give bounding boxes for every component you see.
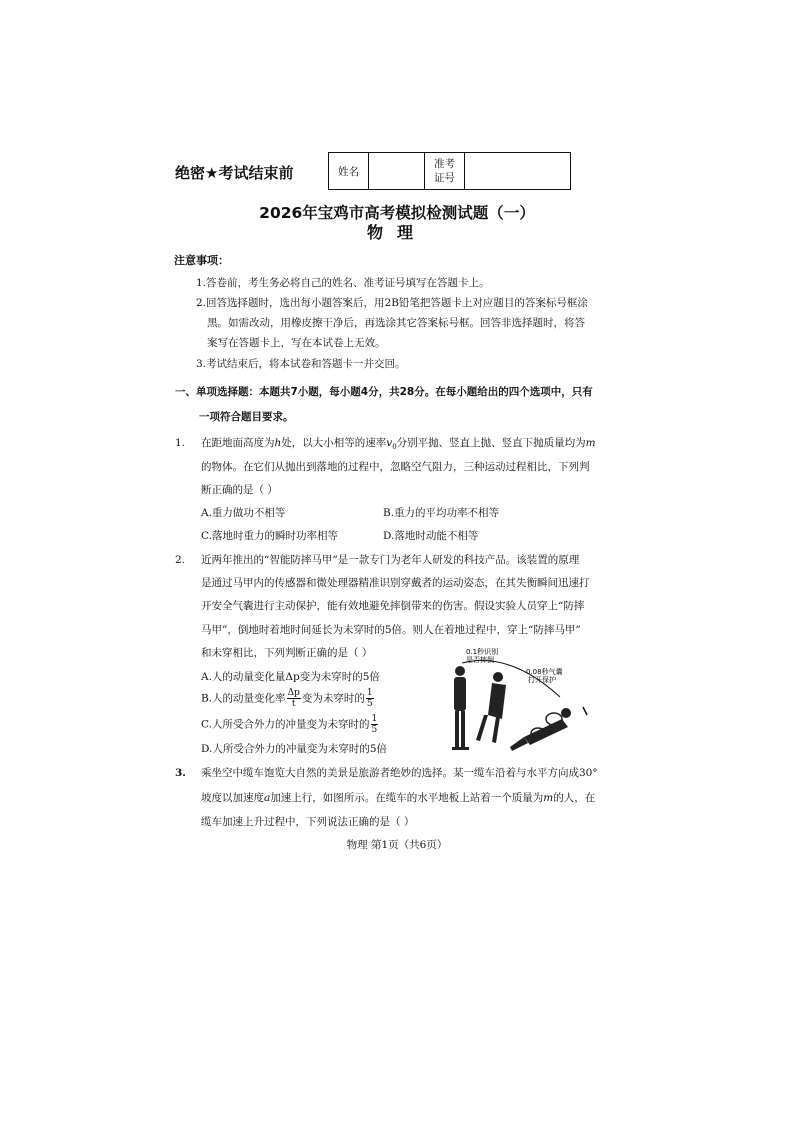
note-2-line3: 案写在答题卡上，写在本试卷上无效。	[207, 337, 386, 349]
notes-heading: 注意事项：	[174, 254, 229, 267]
fig-label-2b: 打开保护	[528, 676, 556, 684]
candidate-info-box	[328, 152, 571, 190]
confidential-label: 绝密★考试结束前	[175, 164, 294, 182]
q1-option-c: C.落地时重力的瞬时功率相等	[201, 530, 338, 542]
q2-option-b: B.人的动量变化率 $\frac{\Delta p}{t}$ 变为未穿时的 $\frac{1}{5}$	[201, 688, 373, 709]
fig-label-1b: 是否摔倒	[466, 656, 494, 664]
name-label: 姓名	[329, 153, 369, 189]
fall-protection-figure	[440, 645, 600, 757]
q1-line2: 的物体。在它们从抛出到落地的过程中，忽略空气阻力，三种运动过程相比，下列判	[201, 461, 590, 473]
lying-person-icon	[510, 708, 571, 751]
exam-number-label-line1: 准考	[434, 158, 455, 170]
q2-number: 2.	[175, 554, 186, 566]
q2-line4: 马甲”，倒地时着地时间延长为未穿时的5倍。则人在着地过程中，穿上“防摔马甲”	[201, 624, 581, 636]
q1-number: 1.	[175, 437, 186, 449]
q1-line1: 在距地面高度为h处，以大小相等的速率$v_0$分别平抛、竖直上抛、竖直下抛质量均为m	[201, 437, 596, 452]
note-1: 1.答卷前，考生务必将自己的姓名、准考证号填写在答题卡上。	[196, 277, 490, 289]
motion-mark	[583, 707, 587, 715]
page-footer: 物理 第1页（共6页）	[346, 839, 448, 851]
q3-line2: 坡度以加速度a加速上行，如图所示。在缆车的水平地板上站着一个质量为m的人，在	[201, 792, 596, 804]
exam-number-field	[465, 153, 570, 189]
name-field	[369, 153, 425, 189]
falling-person-icon	[476, 672, 506, 743]
standing-person-icon	[452, 666, 469, 750]
q2-line1: 近两年推出的“智能防摔马甲”是一款专门为老年人研发的科技产品。该装置的原理	[201, 554, 580, 566]
q1-option-d: D.落地时动能不相等	[383, 530, 479, 542]
q2-option-a: A.人的动量变化量Δp变为未穿时的5倍	[201, 671, 380, 683]
q3-line1: 乘坐空中缆车饱览大自然的美景是旅游者绝妙的选择。某一缆车沿着与水平方向成30°	[201, 767, 598, 779]
q2-line3: 开安全气囊进行主动保护，能有效地避免摔倒带来的伤害。假设实验人员穿上“防摔	[201, 600, 585, 612]
section-heading-line1: 一、单项选择题：本题共7小题，每小题4分，共28分。在每小题给出的四个选项中，只有	[175, 386, 593, 398]
exam-number-label	[425, 153, 465, 189]
q1-option-a: A.重力做功不相等	[201, 507, 286, 519]
note-2-line2: 黑。如需改动，用橡皮擦干净后，再选涂其它答案标号框。回答非选择题时，将答	[207, 317, 585, 329]
fig-label-1a: 0.1秒识别	[466, 648, 499, 656]
q2-option-c: C.人所受合外力的冲量变为未穿时的 $\frac{1}{5}$	[201, 714, 378, 735]
section-heading-line2: 一项符合题目要求。	[199, 411, 294, 423]
q3-line3: 缆车加速上升过程中，下列说法正确的是（ ）	[201, 816, 415, 828]
q2-line2: 是通过马甲内的传感器和微处理器精准识别穿戴者的运动姿态，在其失衡瞬间迅速打	[201, 577, 590, 589]
exam-number-label-line2: 证号	[434, 172, 455, 184]
subject-title: 物理	[366, 223, 427, 242]
q1-option-b: B.重力的平均功率不相等	[383, 507, 500, 519]
q1-line3: 断正确的是（ ）	[201, 484, 278, 496]
q2-option-d: D.人所受合外力的冲量变为未穿时的5倍	[201, 743, 388, 755]
exam-title: 2026年宝鸡市高考模拟检测试题（一）	[259, 204, 535, 222]
q3-number: 3.	[175, 767, 186, 779]
note-2-line1: 2.回答选择题时，选出每小题答案后，用2B铅笔把答题卡上对应题目的答案标号框涂	[196, 297, 588, 309]
fig-label-2a: 0.08秒气囊	[526, 668, 563, 676]
q2-line5: 和未穿相比，下列判断正确的是（ ）	[201, 647, 373, 659]
note-3: 3.考试结束后，将本试卷和答题卡一并交回。	[196, 358, 406, 370]
